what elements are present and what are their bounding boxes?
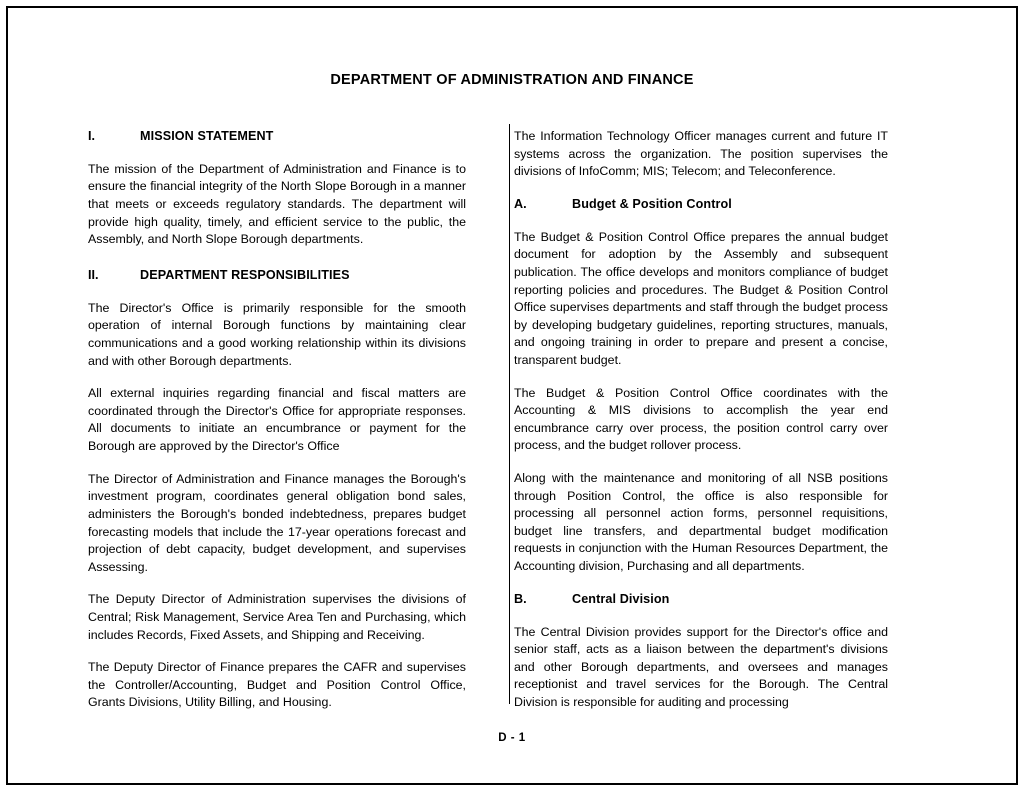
section-title: MISSION STATEMENT [140,129,274,143]
paragraph-director-investment: The Director of Administration and Finance manages the Borough's investment program, coordinates general obligation bond sales, administers the Borough's bonded indebtedness, prepares budget forecasting models that include the 17-year operations forecast and projection of debt capacity, budget development, and supervises Assessing. [88,471,466,574]
paragraph-directors-office: The Director's Office is primarily responsible for the smooth operation of internal Borough functions by maintaining clear communications and a good working relationship within its divisions and with other Borough departments. [88,300,466,368]
section-heading-mission-statement [88,128,466,146]
section-heading-central-division [514,591,888,609]
page-title: DEPARTMENT OF ADMINISTRATION AND FINANCE [330,72,694,88]
paragraph-deputy-director-administration: The Deputy Director of Administration supervises the divisions of Central; Risk Management, Service Area Ten and Purchasing, which includes Records, Fixed Assets, and Shipping and Receiving. [88,592,466,642]
two-column-body [88,128,936,727]
section-number: B. [514,591,527,606]
section-title: DEPARTMENT RESPONSIBILITIES [140,267,350,282]
paragraph-position-control: Along with the maintenance and monitoring of all NSB positions through Position Control, the office is also responsible for processing all personnel action forms, personnel requisitions, budget line transfers, and departmental budget modification requests in conjunction with the Human Resources Department, the Accounting division, Purchasing and all departments. [514,471,888,574]
section-number: I. [88,129,95,143]
paragraph-budget-office-annual: The Budget & Position Control Office prepares the annual budget document for adoption by the Assembly and subsequent publication. The office develops and monitors compliance of budget reporting policies and procedures. The Budget & Position Control Office supervises departments and staff through the budget process by developing budgetary guidelines, reporting structures, manuals, and ongoing training in order to prepare and present a concise, transparent budget. [514,229,888,367]
paragraph-information-technology-officer: The Information Technology Officer manages current and future IT systems across the organization. The position supervises the divisions of InfoComm; MIS; Telecom; and Teleconference. [514,129,888,179]
paragraph-central-division-support: The Central Division provides support for the Director's office and senior staff, acts as a liaison between the department's divisions and other Borough departments, and oversees and manages receptionist and travel services for the Borough. The Central Division is responsible for auditing and processing [514,624,888,709]
section-number: A. [514,196,527,211]
section-heading-budget-position-control [514,196,888,214]
section-title: Budget & Position Control [572,196,732,211]
paragraph-mission-body: The mission of the Department of Administration and Finance is to ensure the financial integrity of the North Slope Borough in a manner that meets or exceeds regulatory standards. The department will provide high quality, timely, and efficient service to the public, the Assembly, and North Slope Borough departments. [88,161,466,247]
section-number: II. [88,267,99,282]
paragraph-external-inquiries: All external inquiries regarding financial and fiscal matters are coordinated through the Director's Office for appropriate responses. All documents to initiate an encumbrance or payment for the Borough are approved by the Director's Office [88,386,466,454]
paragraph-deputy-director-finance: The Deputy Director of Finance prepares the CAFR and supervises the Controller/Accounting, Budget and Position Control Office, Grants Divisions, Utility Billing, and Housing. [88,660,466,710]
section-title: Central Division [572,591,670,606]
left-column [88,128,488,727]
right-column [488,128,888,727]
section-heading-department-responsibilities [88,267,466,285]
paragraph-budget-office-coordination: The Budget & Position Control Office coordinates with the Accounting & MIS divisions to accomplish the year end encumbrance carry over process, the position control carry over process, and the budget rollover process. [514,385,888,453]
column-divider [509,124,510,704]
page-content [88,72,936,762]
page-number-footer: D - 1 [498,732,526,744]
